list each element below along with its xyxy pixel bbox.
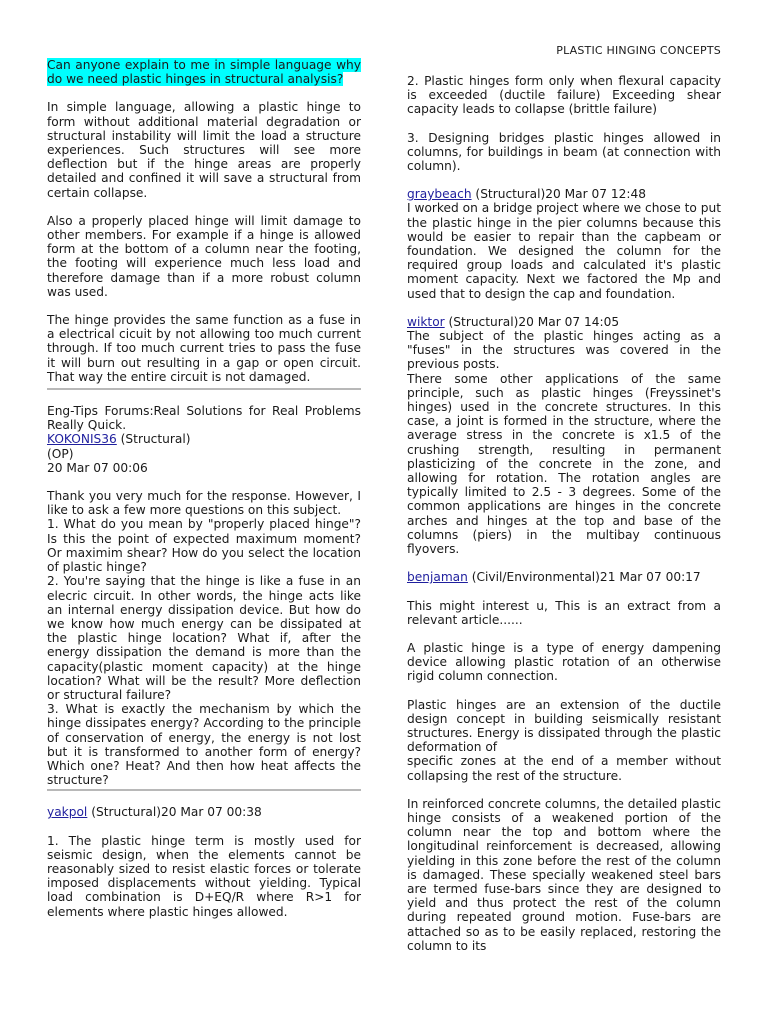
user-link-graybeach[interactable]: graybeach <box>407 187 472 202</box>
post-author-line <box>407 570 721 584</box>
post-paragraph: The subject of the plastic hinges acting as a "fuses" in the structures was covered in the previous posts. <box>407 329 721 372</box>
post-paragraph: 3. Designing bridges plastic hinges allowed in columns, for buildings in beam (at connection with column). <box>407 130 721 174</box>
post-paragraph: specific zones at the end of a member without collapsing the rest of the structure. <box>407 754 721 783</box>
author-meta: (Structural)20 Mar 07 12:48 <box>471 187 647 202</box>
post-author-line <box>47 805 361 819</box>
post-paragraph: A plastic hinge is a type of energy dampening device allowing plastic rotation of an otherwise rigid column connection. <box>407 640 721 684</box>
forum-tagline: Eng-Tips Forums:Real Solutions for Real Problems Really Quick. <box>47 404 361 433</box>
question-highlight: Can anyone explain to me in simple language why do we need plastic hinges in structural analysis? <box>47 58 361 87</box>
post-paragraph: I worked on a bridge project where we chose to put the plastic hinge in the pier columns because this would be easier to repair than the capbeam or foundation. We designed the column for the required group loads and calculated it's plastic moment capacity. Next we factored the Mp and used that to design the cap and foundation. <box>407 201 721 301</box>
question-text <box>47 58 361 86</box>
post-divider <box>47 789 361 791</box>
post-paragraph: 1. The plastic hinge term is mostly used for seismic design, when the elements cannot be reasonably sized to resist elastic forces or tolerate imposed displacements without yielding. Typical load combination is D+EQ/R where R>1 for elements where plastic hinges allowed. <box>47 833 361 919</box>
post-divider <box>47 388 361 390</box>
user-link-wiktor[interactable]: wiktor <box>407 314 445 329</box>
reply-paragraph: The hinge provides the same function as a fuse in a electrical cicuit by not allowing too much current through. If too much current tries to pass the fuse it will burn out resulting in a gap or open circuit. That way the entire circuit is not damaged. <box>47 313 361 384</box>
post-author-line <box>47 432 361 446</box>
question-item: 1. What do you mean by "properly placed hinge"? Is this the point of expected maximum moment? Or maximim shear? How do you select the location of plastic hinge? <box>47 517 361 575</box>
user-link-benjaman[interactable]: benjaman <box>407 570 468 585</box>
author-meta: (Structural)20 Mar 07 14:05 <box>444 314 620 329</box>
author-role: (Structural) <box>116 432 191 447</box>
post-paragraph: 2. Plastic hinges form only when flexural capacity is exceeded (ductile failure) Exceeding shear capacity leads to collapse (brittle failure) <box>407 74 721 117</box>
op-badge: (OP) <box>47 446 74 461</box>
post-paragraph: Thank you very much for the response. However, I like to ask a few more questions on this subject. <box>47 489 361 518</box>
post-date: 20 Mar 07 00:06 <box>47 460 148 475</box>
question-item: 2. You're saying that the hinge is like a fuse in an elecric circuit. In other words, the hinge acts like an internal energy dissipation device. But how do we know how much energy can be dissipated at the plastic hinge location? What if, after the energy dissipation the demand is more than the capacity(plastic moment capacity) at the hinge location? What will be the result? More deflection or structural failure? <box>47 574 361 702</box>
post-paragraph: There some other applications of the same principle, such as plastic hinges (Freyssinet's hinges) used in the concrete structures. In this case, a joint is formed in the structure, where the average stress in the concrete is x1.5 of the crushing strength, resulting in permanent plasticizing of the concrete in the zone, and allowing for rotation. The rotation angles are typically limited to 2.5 - 3 degrees. Some of the common applications are hinges in the concrete arches and hinges at the top and base of the columns (piers) in the multibay continuous flyovers. <box>407 371 721 557</box>
post-author-line <box>407 315 721 329</box>
right-column <box>407 58 721 967</box>
post-paragraph: Plastic hinges are an extension of the ductile design concept in building seismically resistant structures. Energy is dissipated through the plastic deformation of <box>407 697 721 755</box>
post-paragraph: This might interest u, This is an extract from a relevant article...... <box>407 598 721 627</box>
question-item: 3. What is exactly the mechanism by which the hinge dissipates energy? According to the principle of conservation of energy, the energy is not lost but it is transformed to another form of energy? Which one? Heat? And then how heat affects the structure? <box>47 702 361 788</box>
author-meta: (Civil/Environmental)21 Mar 07 00:17 <box>467 570 701 585</box>
user-link-kokonis36[interactable]: KOKONIS36 <box>47 432 117 447</box>
post-author-line <box>407 187 721 201</box>
reply-paragraph: In simple language, allowing a plastic hinge to form without additional material degradation or structural instability will limit the load a structure experiences. Such structures will see more deflection but if the hinge areas are properly detailed and confined it will save a structural from certain collapse. <box>47 100 361 200</box>
page-header-title: PLASTIC HINGING CONCEPTS <box>556 44 721 57</box>
post-paragraph: In reinforced concrete columns, the detailed plastic hinge consists of a weakened portion of the column near the top and bottom where the longitudinal reinforcement is decreased, allowing yielding in this zone before the rest of the column is damaged. These specially weakened steel bars are termed fuse-bars since they are designed to yield and thus protect the rest of the column during repeated ground motion. Fuse-bars are attached so as to be easily replaced, restoring the column to its <box>407 796 721 953</box>
user-link-yakpol[interactable]: yakpol <box>47 805 88 820</box>
author-meta: (Structural)20 Mar 07 00:38 <box>87 805 262 820</box>
reply-paragraph: Also a properly placed hinge will limit damage to other members. For example if a hinge is allowed form at the bottom of a column near the footing, the footing will experience much less load and therefore damage than if a more robust column was used. <box>47 213 361 299</box>
left-column <box>47 58 361 933</box>
